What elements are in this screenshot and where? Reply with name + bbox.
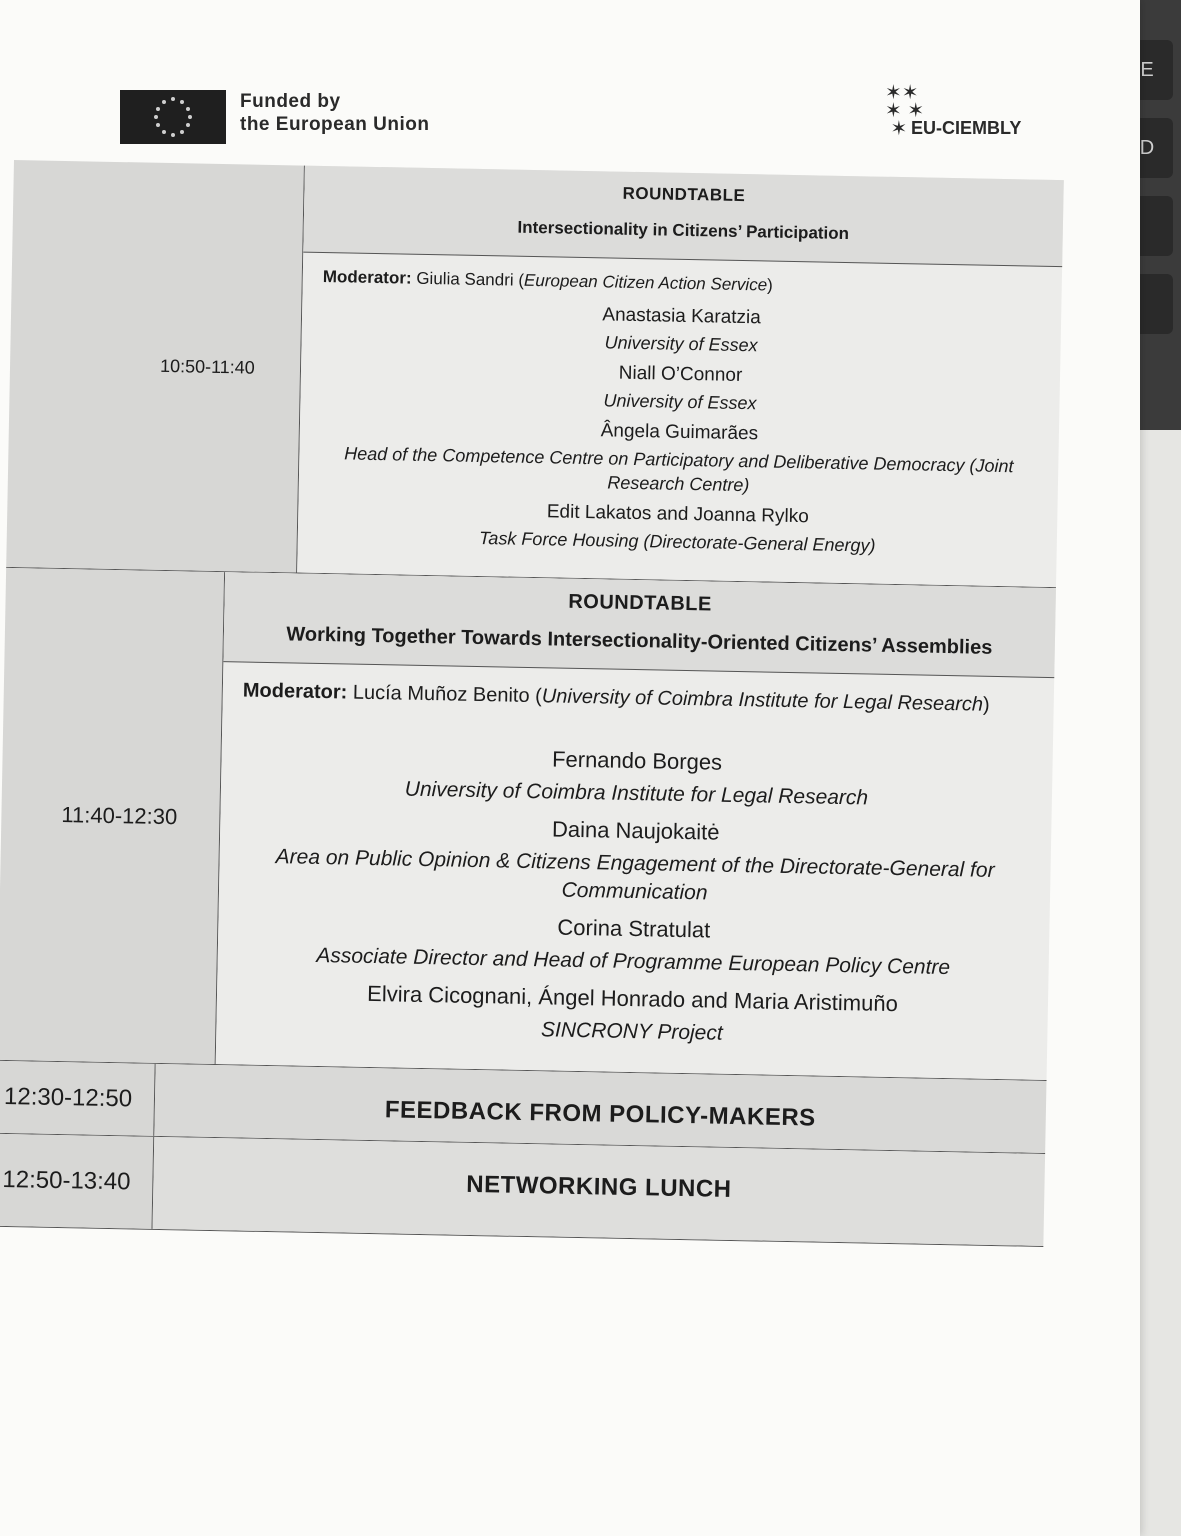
session-time: 11:40-12:30: [0, 568, 225, 1064]
stars-icon: ✶✶ ✶ ✶ ✶: [885, 82, 925, 140]
moderator-close: ): [766, 275, 773, 295]
session-label: ROUNDTABLE: [568, 590, 713, 616]
session-content: [297, 166, 1064, 587]
session-title-block: [223, 572, 1056, 678]
moderator-label: Moderator:: [322, 266, 412, 288]
speaker-name: Daina Naujokaitė: [551, 816, 720, 845]
funder-line-2: the European Union: [240, 114, 430, 135]
speaker-list: [216, 662, 1055, 1080]
project-logo: [865, 84, 1065, 144]
session-time: 12:50-13:40: [0, 1134, 154, 1229]
session-title: Intersectionality in Citizens’ Participation: [517, 217, 850, 244]
funder-line-1: Funded by: [240, 91, 341, 112]
moderator-affiliation: University of Coimbra Institute for Legal Research: [541, 685, 984, 716]
session-title: NETWORKING LUNCH: [153, 1137, 1046, 1246]
moderator-affiliation: European Citizen Action Service: [523, 270, 768, 295]
speaker-affiliation: Area on Public Opinion & Citizens Engagement of the Directorate-General for Communication: [275, 845, 995, 905]
speaker-name: Corina Stratulat: [557, 914, 711, 943]
moderator-name: Giulia Sandri (: [416, 268, 525, 290]
session-title-block: [303, 166, 1064, 268]
agenda-row: [0, 1134, 1045, 1247]
agenda-row: [6, 160, 1064, 588]
project-logo-text: EU-CIEMBLY: [911, 118, 1022, 138]
key-d: D: [1121, 118, 1173, 178]
speaker-affiliation: Associate Director and Head of Programme European Policy Centre: [316, 943, 951, 980]
speaker-name: Elvira Cicognani, Ángel Honrado and Maria Aristimuño: [366, 980, 899, 1017]
moderator-label: Moderator:: [242, 679, 348, 704]
funder-text: [240, 90, 430, 136]
speaker-name: Fernando Borges: [551, 746, 723, 775]
speaker-name: Niall O’Connor: [618, 362, 743, 387]
agenda-row: [0, 568, 1056, 1081]
session-label: ROUNDTABLE: [622, 183, 746, 206]
session-time: 12:30-12:50: [0, 1061, 156, 1136]
speaker-affiliation: University of Essex: [604, 332, 758, 356]
page-header: [120, 84, 1065, 154]
speaker-list: [297, 253, 1062, 588]
speaker-affiliation: Task Force Housing (Directorate-General Energy): [478, 527, 876, 556]
session-title: Working Together Towards Intersectionality-Oriented Citizens’ Assemblies: [286, 623, 993, 659]
eu-flag-icon: [120, 90, 226, 144]
speaker-name: Edit Lakatos and Joanna Rylko: [546, 501, 809, 528]
speaker-affiliation: University of Essex: [603, 390, 757, 414]
agenda-table: [0, 160, 1064, 1247]
session-content: [153, 1137, 1046, 1246]
moderator: [323, 267, 1042, 301]
speaker-name: Anastasia Karatzia: [602, 304, 762, 329]
speaker-name: Ângela Guimarães: [600, 420, 759, 445]
speaker-affiliation: Head of the Competence Centre on Participatory and Deliberative Democracy (Joint Research Centre): [344, 443, 1014, 496]
moderator-close: ): [982, 693, 990, 716]
session-content: [216, 572, 1056, 1080]
speaker-affiliation: SINCRONY Project: [540, 1018, 723, 1045]
session-title: FEEDBACK FROM POLICY-MAKERS: [154, 1064, 1046, 1153]
speaker-affiliation: University of Coimbra Institute for Legal Research: [404, 777, 869, 810]
moderator-name: Lucía Muñoz Benito (: [352, 681, 543, 708]
session-time: 10:50-11:40: [6, 160, 305, 573]
moderator: [243, 676, 1034, 719]
key-e: E: [1121, 40, 1173, 100]
